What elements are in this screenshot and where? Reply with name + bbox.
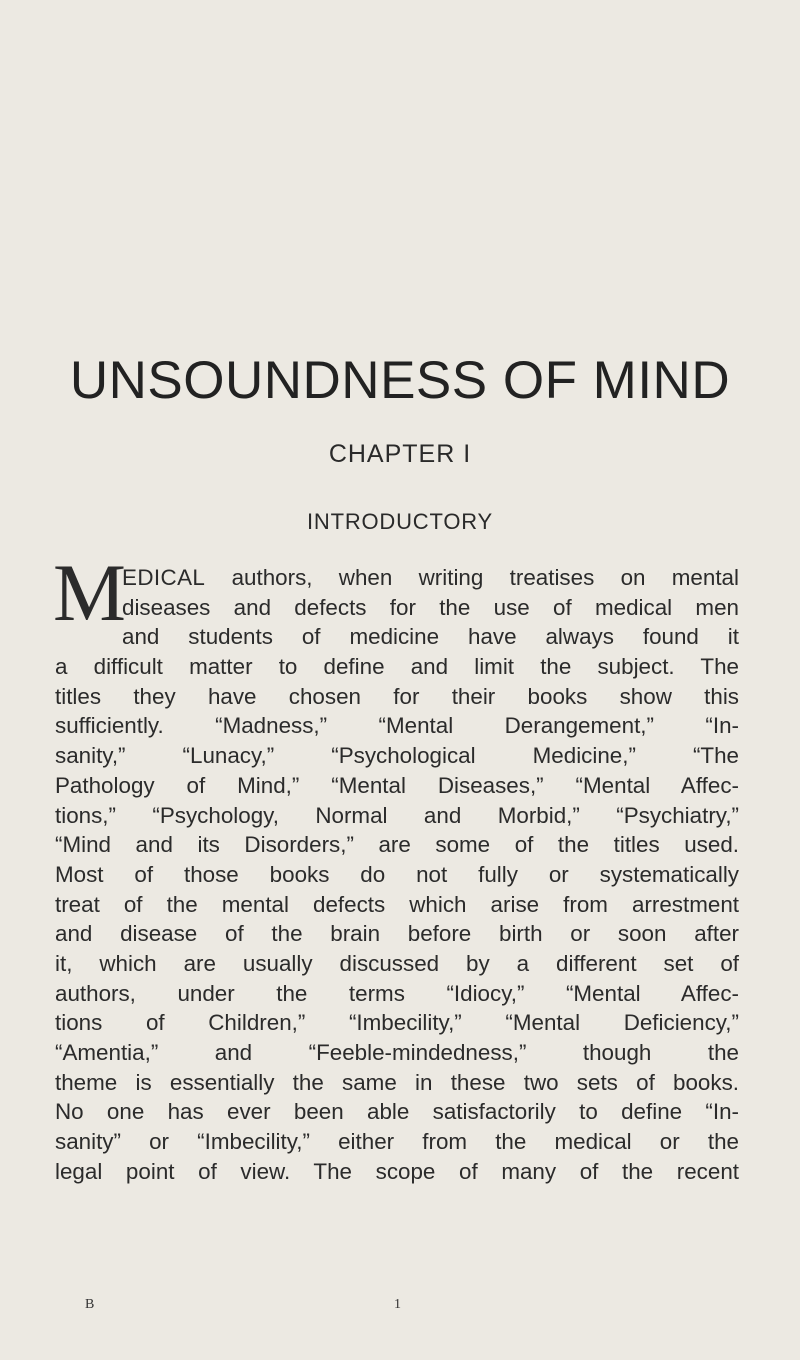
body-line-19: No one has ever been able satisfactorily to define “In-: [55, 1099, 739, 1125]
body-line-9: tions,” “Psychology, Normal and Morbid,” “Psychiatry,”: [55, 802, 739, 828]
body-line-2: diseases and defects for the use of medical men: [122, 594, 739, 620]
lead-word: EDICAL: [122, 565, 206, 590]
body-line-3: and students of medicine have always found it: [122, 624, 739, 650]
body-line-17: “Amentia,” and “Feeble-mindedness,” though the: [55, 1040, 739, 1065]
body-line-11: Most of those books do not fully or systematically: [55, 861, 739, 887]
body-line-18: theme is essentially the same in these two sets of books.: [55, 1069, 739, 1095]
chapter-heading: CHAPTER I: [328, 440, 472, 468]
body-line-14: it, which are usually discussed by a different set of: [55, 950, 739, 976]
body-line-16: tions of Children,” “Imbecility,” “Mental Deficiency,”: [55, 1010, 739, 1036]
body-line-20: sanity” or “Imbecility,” either from the medical or the: [55, 1129, 739, 1155]
body-text: [53, 547, 739, 1186]
body-line-15: authors, under the terms “Idiocy,” “Mental Affec-: [55, 980, 739, 1006]
signature-mark: B: [85, 1297, 95, 1312]
body-line-21: legal point of view. The scope of many of the recent: [55, 1158, 739, 1184]
page-number: 1: [394, 1297, 401, 1312]
body-line-1-text: authors, when writing treatises on mental: [205, 565, 739, 590]
body-line-13: and disease of the brain before birth or soon after: [55, 921, 739, 947]
chapter-subtitle: INTRODUCTORY: [306, 509, 494, 534]
body-line-8: Pathology of Mind,” “Mental Diseases,” “Mental Affec-: [55, 772, 739, 798]
body-line-5: titles they have chosen for their books show this: [55, 683, 739, 709]
body-line-1: [55, 563, 739, 593]
body-line-7: sanity,” “Lunacy,” “Psychological Medicine,” “The: [55, 743, 739, 769]
drop-cap: M: [53, 547, 126, 638]
book-title: UNSOUNDNESS OF MIND: [69, 351, 731, 410]
body-line-6: sufficiently. “Madness,” “Mental Derangement,” “In-: [55, 713, 739, 739]
body-line-4: a difficult matter to define and limit the subject. The: [55, 654, 739, 680]
body-line-10: “Mind and its Disorders,” are some of the titles used.: [55, 832, 739, 858]
body-line-12: treat of the mental defects which arise from arrestment: [55, 891, 739, 917]
